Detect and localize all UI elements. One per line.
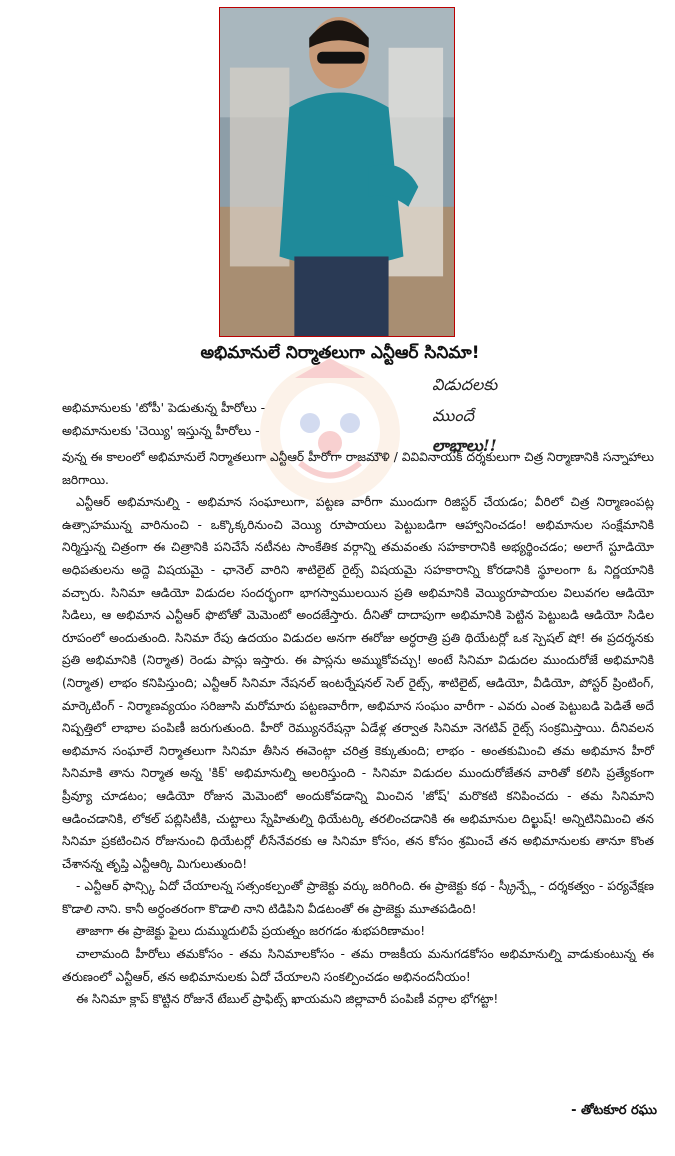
paragraph: తాజాగా ఈ ప్రాజెక్టు ఫైలు దుమ్ముదులిపే ప్రయత్నం జరగడం శుభపరిణామం! bbox=[76, 924, 426, 939]
handwritten-line-2: ముందే bbox=[432, 406, 474, 425]
paragraph: ఎన్టీఆర్ అభిమానుల్ని - అభిమాన సంఘాలుగా, పట్టణ వారీగా ముందుగా రిజిస్టర్ చేయడం; వీరిలో చిత్ర నిర్మాణంపట్ల ఉత్సాహమున్న వారినుంచి - ఒక్కొక్కరినుంచి వెయ్యి రూపాయలు పెట్టుబడిగా ఆహ్వానించడం! అభిమానుల సంక్షేమానికి నిర్మిస్తున్న చిత్రంగా ఈ చిత్రానికి పనిచేసే నటీనట సాంకేతిక వర్గాన్ని తమవంతు సహకారానికి అభ్యర్థించడం; అలాగే స్టూడియో అధిపతులను అద్దె విషయమై - ఛానెల్ వారిని శాటిలైట్ రైట్స్ విషయమై సహకారాన్ని కోరడానికి స్థూలంగా ఓ నిర్ణయానికి వచ్చారు. సినిమా ఆడియో విడుదల సందర్భంగా భాగస్వాములయిన ప్రతి అభిమానికి వెయ్యిరూపాయల విలువగల ఆడియో సిడిలు, ఆ అభిమాన ఎన్టీఆర్ ఫొటోతో మెమెంటో అందజేస్తారు. దీనితో దాదాపుగా అభిమానికి పెట్టిన పెట్టుబడి ఆడియో సిడిల రూపంలో అందుతుంది. సినిమా రేపు ఉదయం విడుదల అనగా ఈరోజు అర్ధరాత్రి ప్రతి థియేటర్లో ఒక స్పెషల్ షో! ఈ ప్రదర్శనకు ప్రతి అభిమానికి (నిర్మాత) రెండు పాస్లు ఇస్తారు. ఈ పాస్లను అమ్ముకోవచ్చు! అంటే సినిమా విడుదల ముందురోజే అభిమానికి (నిర్మాత) లాభం కనిపిస్తుంది; ఎన్టీఆర్ సినిమా నేషనల్ ఇంటర్నేషనల్ సెల్ రైట్స్, శాటిలైట్, ఆడియో, వీడియో, పోస్టర్ ప్రింటింగ్, మార్కెటింగ్ - నిర్మాణవ్యయం సరిజూసి మరోమారు పట్టణవారీగా, అభిమాన సంఘం వారీగా - ఎవరు ఎంత పెట్టుబడి పెడితే అదే నిష్పత్తిలో లాభాల పంపిణీ జరుగుతుంది. హీరో రెమ్యునరేషన్గా ఏడేళ్ల తర్వాత సినిమా నెగటివ్ రైట్స్ సంక్రమిస్తాయి. దీనివలన అభిమాన సంఘాలే నిర్మాతలుగా సినిమా తీసిన ఈవెంట్గా చరిత్ర కెక్కుతుంది; లాభం - అంతకుమించి తమ అభిమాన హీరో సినిమాకి తాను నిర్మాత అన్న 'కిక్' అభిమానుల్ని అలరిస్తుంది - సినిమా విడుదల ముందురోజేతన వారితో కలిసి ప్రత్యేకంగా ప్రీవ్యూ చూడటం; ఆడియో రోజున మెమెంటో అందుకోవడాన్ని మించిన 'జోష్' మరొకటి కనిపించదు - తమ సినిమాని ఆడించడానికి, లోకల్ పబ్లిసిటీకి, చుట్టాలు స్నేహితుల్ని థియేటర్కి తరలించడానికి ఈ అభిమానుల దిల్ఖుష్! అన్నిటినిమించి తన సినిమా ప్రకటించిన రోజునుంచి థియేటర్లో లీసేనేవరకు ఆ సినిమా కోసం, తన కోసం శ్రమించే తన అభిమానులకు తానూ కొంత చేశానన్న తృప్తి ఎన్టీఆర్కి మిగులుతుంది! bbox=[62, 495, 654, 871]
handwritten-line-3: లాభాలు!! bbox=[432, 436, 497, 455]
article-headline: అభిమానులే నిర్మాతలుగా ఎన్టీఆర్ సినిమా! bbox=[200, 343, 480, 363]
paragraph: వున్న ఈ కాలంలో అభిమానులే నిర్మాతలుగా ఎన్టీఆర్ హీరోగా రాజమౌళి / వివివినాయక్ దర్శకులుగా చిత్ర నిర్మాణానికి సన్నాహాలు జరిగాయి. bbox=[62, 450, 654, 487]
paragraph: చాలామంది హీరోలు తమకోసం - తమ సినిమాలకోసం - తమ రాజకీయ మనుగడకోసం అభిమానుల్ని వాడుకుంటున్న ఈ తరుణంలో ఎన్టీఆర్, తన అభిమానులకు ఏదో చేయాలని సంకల్పించడం అభినందనీయం! bbox=[62, 947, 654, 984]
paragraph: - ఎన్టీఆర్ ఫాన్స్కి ఏదో చేయాలన్న సత్సంకల్పంతో ప్రాజెక్టు వర్కు జరిగింది. ఈ ప్రాజెక్టు కథ - స్క్రీన్ప్లే - దర్శకత్వం - పర్యవేక్షణ కొడాలి నాని. కానీ అర్ధంతరంగా కొడాలి నాని టిడిపిని వీడటంతో ఈ ప్రాజెక్టు మూతపడింది! bbox=[62, 879, 654, 916]
hero-photo bbox=[219, 7, 455, 337]
hero-photo-illustration bbox=[220, 8, 454, 336]
paragraph: ఈ సినిమా క్లాప్ కొట్టిన రోజునే టేబుల్ ప్రాఫిట్స్ ఖాయమని జిల్లావారీ పంపిణీ వర్గాల భోగట్టా! bbox=[76, 992, 499, 1007]
article-body bbox=[62, 446, 654, 1011]
subhead-1: అభిమానులకు 'టోపీ' పెడుతున్న హీరోలు - bbox=[62, 400, 266, 415]
handwritten-line-1: విడుదలకు bbox=[432, 375, 498, 394]
subhead-2: అభిమానులకు 'చెయ్యి' ఇస్తున్న హీరోలు - bbox=[62, 423, 260, 438]
author-byline: - తోటకూర రఘు bbox=[571, 1103, 657, 1118]
